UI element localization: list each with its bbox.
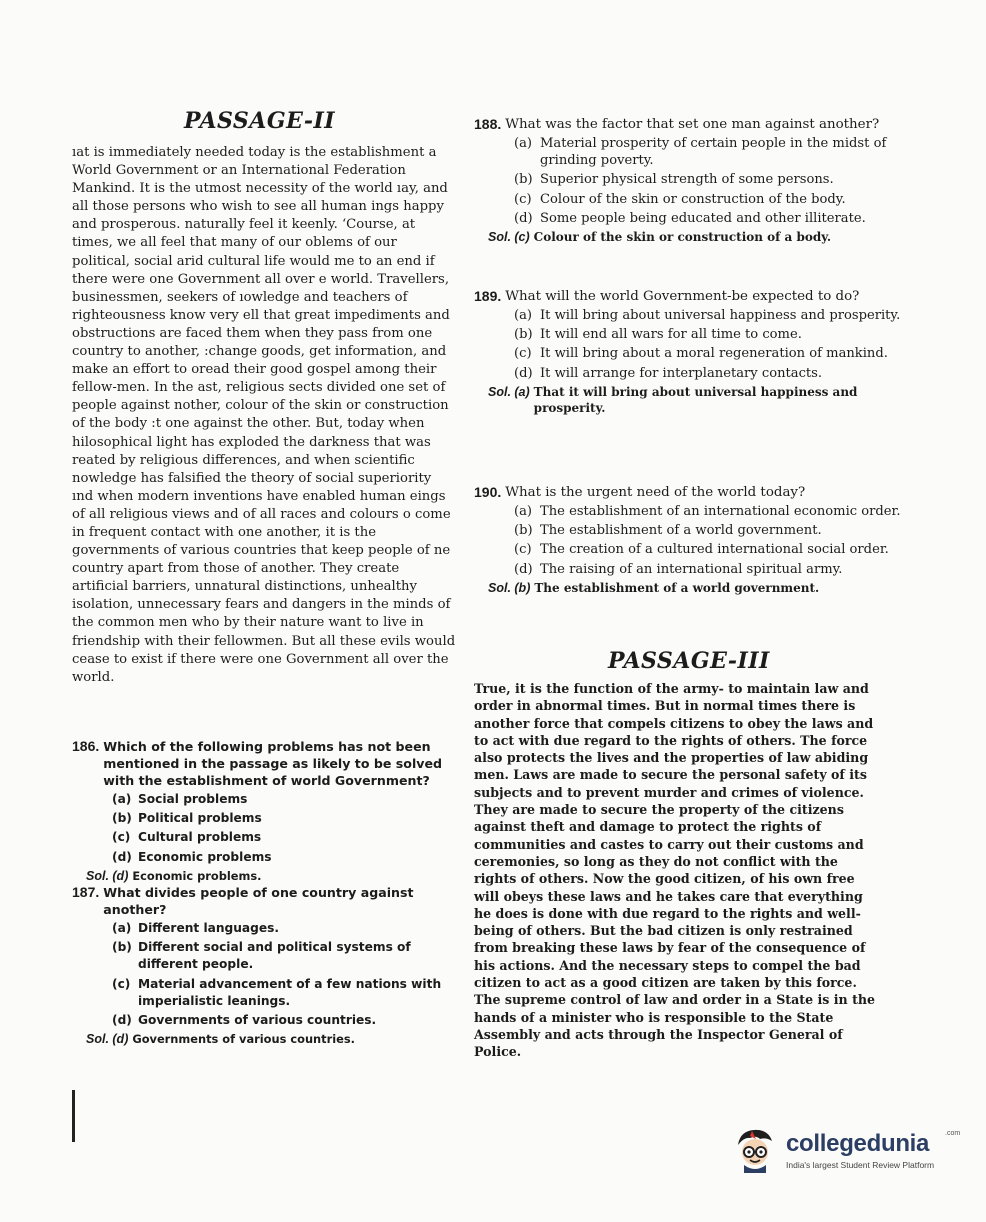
- question-number: 186.: [72, 738, 100, 754]
- solution-label: Sol. (a): [488, 384, 530, 399]
- question-186: [72, 738, 464, 884]
- question-number: 188.: [474, 116, 502, 132]
- option-d: (d) Some people being educated and other illiterate.: [514, 210, 866, 226]
- passage-iii-title: PASSAGE-III: [608, 648, 770, 674]
- passage-iii-text: True, it is the function of the army- to maintain law and order in abnormal times. But in normal times there is another force that compels citizens to obey the laws and to act with due regard to the rights of others. The force also protects the lives and the properties of law abiding men. Laws are made to secure the personal safety of its subjects and to prevent murder and crimes of violence. They are made to secure the property of the citizens against theft and damage to protect the rights of communities and castes to carry out their customs and ceremonies, so long as they do not conflict with the rights of others. Now the good citizen, of his own free will obeys these laws and he takes care that everything he does is done with due regard to the rights and well-being of others. But the bad citizen is only restrained from breaking these laws by fear of the consequence of his actions. And the necessary steps to compel the bad citizen to act as a good citizen are taken by this force. The supreme control of law and order in a State is in the hands of a minister who is responsible to the State Assembly and acts through the Inspector General of Police.: [474, 681, 876, 1060]
- option-c: (c) It will bring about a moral regeneration of mankind.: [514, 346, 888, 362]
- option-c: (c) Material advancement of a few nations with imperialistic leanings.: [112, 976, 442, 1008]
- mascot-icon: [730, 1125, 780, 1175]
- option-d: (d) It will arrange for interplanetary contacts.: [514, 365, 823, 381]
- solution-label: Sol. (c): [488, 230, 530, 245]
- option-a: (a) Material prosperity of certain people in the midst of grinding poverty.: [514, 136, 887, 169]
- question-text: What will the world Government-be expected to do?: [505, 289, 860, 304]
- solution-label: Sol. (d): [86, 868, 129, 883]
- option-c: (c) Colour of the skin or construction of the body.: [514, 191, 846, 207]
- question-187: [72, 884, 464, 1047]
- option-d: (d) The raising of an international spiritual army.: [514, 561, 843, 577]
- question-text: What is the urgent need of the world today?: [505, 485, 806, 500]
- question-188: [474, 116, 904, 245]
- scan-margin-mark: [72, 1090, 75, 1142]
- solution: [86, 868, 464, 884]
- options-list: [112, 791, 464, 866]
- logo-tagline: India's largest Student Review Platform: [786, 1160, 935, 1170]
- option-b: (b) It will end all wars for all time to come.: [514, 327, 802, 343]
- question-number: 190.: [474, 484, 502, 500]
- options-list: [514, 503, 904, 578]
- options-list: [514, 135, 904, 227]
- solution-label: Sol. (b): [488, 580, 531, 595]
- logo-dotcom: .com: [945, 1130, 961, 1137]
- solution: [488, 580, 904, 596]
- solution: [488, 229, 904, 245]
- option-c: (c) The creation of a cultured international social order.: [514, 542, 889, 558]
- question-text: What was the factor that set one man against another?: [505, 117, 880, 132]
- solution: [488, 384, 904, 416]
- passage-ii-text: ıat is immediately needed today is the establishment a World Government or an International Federation Mankind. It is the utmost necessity of the world ıay, and all those persons who wish to see all human ings happy and prosperous. naturally feel it keenly. ‘Course, at times, we all feel that many of our oblems of our political, social arid cultural life would me to an end if there were one Government all over e world. Travellers, businessmen, seekers of ıowledge and teachers of righteousness know very ell that great impediments and obstructions are faced them when they pass from one country to another, :change goods, get information, and make an effort to oread their good gospel among their fellow-men. In the ast, religious sects divided one set of people against nother, colour of the skin or construction of the body :t one against the other. But, today when hilosophical light has exploded the darkness that was reated by religious differences, and when scientific nowledge has falsified the theory of social superiority ınd when modern inventions have enabled human eings of all religious views and of all races and colours o come in frequent contact with one another, it is the governments of various countries that keep people of ne country apart from those of another. They create artificial barriers, unnatural distinctions, unhealthy isolation, unnecessary fears and dangers in the minds of the common men who by their nature want to live in friendship with their fellowmen. But all these evils would cease to exist if there were one Government all over the world.: [72, 145, 456, 685]
- option-b: (b) The establishment of a world government.: [514, 523, 822, 539]
- option-a: (a) Different languages.: [112, 921, 280, 935]
- question-number: 187.: [72, 884, 100, 900]
- solution-text: Economic problems.: [132, 868, 262, 883]
- option-a: (a) It will bring about universal happiness and prosperity.: [514, 308, 901, 323]
- question-190: [474, 484, 904, 596]
- question-number: 189.: [474, 288, 502, 304]
- solution: [86, 1031, 464, 1047]
- options-list: [514, 307, 904, 382]
- collegedunia-logo: [730, 1120, 960, 1180]
- question-text: What divides people of one country against another?: [103, 885, 414, 917]
- question-189: [474, 288, 904, 416]
- option-c: (c) Cultural problems: [112, 830, 262, 845]
- passage-ii-title: PASSAGE-II: [184, 108, 336, 134]
- solution-text: Colour of the skin or construction of a body.: [533, 230, 832, 245]
- option-d: (d) Economic problems: [112, 849, 272, 864]
- option-d: (d) Governments of various countries.: [112, 1013, 377, 1028]
- solution-label: Sol. (d): [86, 1032, 129, 1047]
- option-b: (b) Different social and political systems of different people.: [112, 940, 411, 972]
- solution-text: Governments of various countries.: [132, 1032, 355, 1047]
- solution-text: The establishment of a world government.: [534, 580, 820, 595]
- question-text: Which of the following problems has not been mentioned in the passage as likely to be solved with the establishment of world Government?: [103, 739, 443, 788]
- option-a: (a) The establishment of an international economic order.: [514, 504, 901, 519]
- solution-text: That it will bring about universal happiness and prosperity.: [533, 384, 858, 415]
- option-a: (a) Social problems: [112, 792, 248, 806]
- options-list: [112, 920, 464, 1029]
- option-b: (b) Superior physical strength of some persons.: [514, 172, 834, 188]
- logo-wordmark: collegedunia: [786, 1130, 930, 1157]
- option-b: (b) Political problems: [112, 811, 262, 826]
